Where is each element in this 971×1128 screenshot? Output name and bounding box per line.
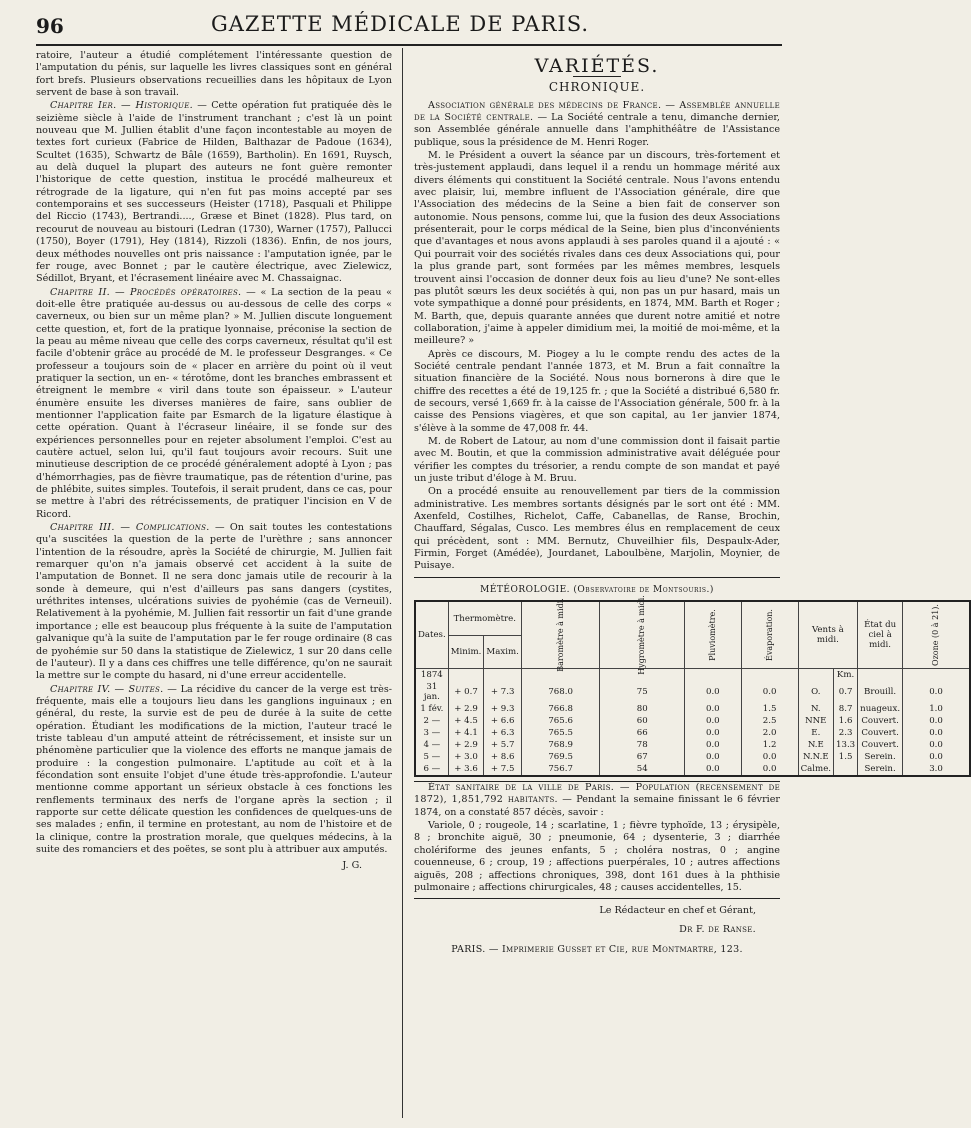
election-paragraph: On a procédé ensuite au renouvellement par tiers de la commission administrative. Les membres sortants désignés par le sort ont été : MM. Axenfeld, Costilhes, Richelot, Caffe, Cabanellas, de Ranse, Brochin, Chauffard, Ségalas, Cusco. Les membres élus en remplacement de ceux qui précèdent, sont : MM. Bernutz, Chuveilhier fils, Despaulx-Ader, Firmin, Forget (Amédée), Jourdanet, Laboulbène, Marjolin, Moynier, de Puisaye. [414, 486, 780, 572]
meteo-table-body [415, 669, 970, 777]
meteo-cell-baro: 765.6 [521, 715, 600, 727]
meteo-cell-ozone: 3.0 [903, 763, 970, 776]
meteo-cell-pluv: 0.0 [685, 715, 742, 727]
meteo-cell-ozone: 1.0 [903, 703, 970, 715]
meteo-cell-date: 6 — [415, 763, 448, 776]
chapter-1-paragraph [36, 100, 392, 285]
meteo-cell-km [834, 763, 858, 776]
column-divider [402, 48, 403, 1118]
meteo-cell-vent: O. [798, 681, 833, 703]
meteo-cell-date: 31 jan. [415, 681, 448, 703]
right-column [414, 50, 943, 1115]
etat-sanitaire-text: — Pendant la semaine finissant le 6 février 1874, on a constaté 857 décès, savoir : [414, 794, 780, 818]
meteo-cell-vent: Calme. [798, 763, 833, 776]
meteo-cell-ozone: 0.0 [903, 727, 970, 739]
header-barometre: Baromètre à midi. [521, 601, 600, 669]
header-evaporation: Évaporation. [741, 601, 798, 669]
meteo-cell-pluv: 0.0 [685, 703, 742, 715]
meteo-cell-hygro: 75 [600, 681, 685, 703]
meteo-cell-ozone: 0.0 [903, 739, 970, 751]
meteo-cell-baro: 766.8 [521, 703, 600, 715]
meteo-cell-evap: 0.0 [741, 763, 798, 776]
meteo-cell-ozone: 0.0 [903, 681, 970, 703]
chapter-3-heading: Chapitre III. — Complications. [50, 522, 210, 534]
meteo-cell-max: + 5.7 [484, 739, 521, 751]
year-row [415, 669, 970, 682]
chapter-2-paragraph [36, 287, 392, 522]
association-heading: Association générale des médecins de France. — Assemblée annuelle de la Société centrale. [414, 99, 780, 124]
commission-paragraph: M. de Robert de Latour, au nom d'une commission dont il faisait partie avec M. Boutin, et que la commission administrative avait déléguée pour vérifier les comptes du trésorier, a rendu compte de son mandat et payé un juste tribut d'éloge à M. Bruu. [414, 435, 780, 484]
subsection-title: CHRONIQUE. [548, 80, 646, 95]
meteo-cell-ciel: Serein. [858, 751, 903, 763]
meteo-cell-vent: E. [798, 727, 833, 739]
meteo-cell-min: + 3.0 [448, 751, 484, 763]
editor-line-2: Dr F. de Ranse. [679, 923, 756, 935]
meteo-cell-km: 1.6 [834, 715, 858, 727]
meteo-cell-ciel: Couvert. [858, 715, 903, 727]
header-maxim: Maxim. [484, 635, 521, 668]
meteo-cell-vent: N.N.E [798, 751, 833, 763]
meteo-row [415, 751, 970, 763]
etat-sanitaire-paragraph [414, 782, 780, 819]
chapter-1-text: — Cette opération fut pratiquée dès le seizième siècle à l'aide de l'instrument tranchant ; c'est là un point nouveau que M. Jullien établit d'une façon incontestable au moyen de textes fort curieux (Fabrice de Hilden, Balthazar de Padoue (1634), Scultet (1635), Schwartz de Bâle (1659), Bartholin). En 1691, Ruysch, au delà duquel la plupart des auteurs ne font guère remonter l'historique de cette question, institua le procédé malheureux et rétrograde de la ligature, qui n'en fut pas moins accepté par ses contemporains et ses successeurs (Heister (1718), Pasquali et Philippe del Riccio (1743), Bertrandi...., Græse et Binet (1828). Plus tard, on recourut de nouveau au bistouri (Ledran (1730), Warner (1757), Pallucci (1750), Boyer (1791), Hey (1814), Rizzoli (1836). Enfin, de nos jours, deux méthodes nouvelles ont pris naissance : l'amputation ignée, par le fer rouge, avec Bonnet ; par le cautère électrique, avec Zielewicz, Sédillot, Bryant, et l'écrasement linéaire avec M. Chassaignac. [36, 100, 392, 285]
header-rule [36, 44, 782, 46]
meteo-cell-km: 13.3 [834, 739, 858, 751]
meteo-cell-km: 8.7 [834, 703, 858, 715]
meteo-cell-min: + 2.9 [448, 703, 484, 715]
chapter-4-text: — La récidive du cancer de la verge est très-fréquente, mais elle a toujours lieu dans les ganglions inguinaux ; en général, du reste, la survie est de peu de durée à la suite de cette opération. Étudiant les modifications de la miction, l'auteur tracé le triste tableau d'un amputé atteint de rétrécissement, et insiste sur un phénomène particulier que la violence des efforts ne manque jamais de produire : la congestion pulmonaire. L'aptitude au coït et à la fécondation sont ensuite l'objet d'une étude très-approfondie. L'auteur mentionne comme apportant un sérieux obstacle à ces fonctions les renflements terminaux des nerfs de l'organe après la section ; il rapporte sur cette délicate question les confidences de quelques-uns de ses malades ; enfin, il termine en protestant, au nom de l'histoire et de la clinique, contre la prostration morale, que quelques médecins, à la suite des romanciers et des poëtes, se sont plu à attribuer aux amputés. [36, 683, 392, 855]
meteo-cell-pluv: 0.0 [685, 739, 742, 751]
journal-title: GAZETTE MÉDICALE DE PARIS. [210, 12, 590, 36]
meteo-cell-pluv: 0.0 [685, 681, 742, 703]
header-pluviometre: Pluviomètre. [685, 601, 742, 669]
meteo-cell-ciel: Couvert. [858, 727, 903, 739]
meteo-cell-min: + 4.5 [448, 715, 484, 727]
meteo-title: MÉTÉOROLOGIE. (Observatoire de Montsouris.) [480, 584, 714, 595]
header-vents: Vents à midi. [798, 601, 858, 669]
meteo-cell-max: + 6.6 [484, 715, 521, 727]
meteo-table [414, 595, 971, 777]
meteo-cell-min: + 2.9 [448, 739, 484, 751]
header-thermometre: Thermomètre. [448, 601, 521, 635]
meteo-cell-evap: 2.0 [741, 727, 798, 739]
meteo-cell-hygro: 54 [600, 763, 685, 776]
meteo-row [415, 739, 970, 751]
meteo-rule [414, 577, 780, 578]
meteo-cell-evap: 1.5 [741, 703, 798, 715]
section-title: VARIÉTÉS. [534, 55, 660, 77]
meteo-cell-vent: N. [798, 703, 833, 715]
meteo-cell-baro: 756.7 [521, 763, 600, 776]
year-cell: 1874 [415, 669, 448, 682]
meteo-cell-date: 1 fév. [415, 703, 448, 715]
deces-paragraph: Variole, 0 ; rougeole, 14 ; scarlatine, 1 ; fièvre typhoïde, 13 ; érysipèle, 8 ; bronchite aiguë, 30 ; pneumonie, 64 ; dysenterie, 3 ; diarrhée cholériforme des jeunes enfants, 5 ; choléra nostras, 0 ; angine couenneuse, 6 ; croup, 19 ; affections puerpérales, 10 ; autres affections aiguës, 208 ; affections chroniques, 398, dont 161 dues à la phthisie pulmonaire ; affections chirurgicales, 48 ; causes accidentelles, 15. [414, 820, 780, 893]
intro-paragraph: ratoire, l'auteur a étudié complétement l'intéressante question de l'amputation du pénis, sur laquelle les livres classiques sont en général fort brefs. Plusieurs observations recueillies dans les hôpitaux de Lyon servent de base à son travail. [36, 50, 392, 99]
meteo-cell-ciel: Couvert. [858, 739, 903, 751]
meteo-cell-baro: 769.5 [521, 751, 600, 763]
meteo-cell-date: 4 — [415, 739, 448, 751]
finances-paragraph: Après ce discours, M. Piogey a lu le compte rendu des actes de la Société centrale pendant l'année 1873, et M. Brun a fait connaître la situation financière de la Société. Nous nous bornerons à dire que le chiffre des recettes a été de 19,125 fr. ; que la Société a distribué 6,580 fr. de secours, versé 1,669 fr. à la caisse de l'Association générale, 500 fr. à la caisse des Pensions viagères, et que son capital, au 1er janvier 1874, s'élève à la somme de 47,008 fr. 44. [414, 348, 780, 434]
meteo-row [415, 703, 970, 715]
header-ozone: Ozone (0 à 21). [903, 601, 970, 669]
meteo-cell-min: + 3.6 [448, 763, 484, 776]
chapter-3-text: — On sait toutes les contestations qu'a suscitées la question de la perte de l'urèthre ; sans annoncer l'intention de la résoudre, après la Société de chirurgie, M. Jullien fait remarquer qu'on n'a jamais observé cet accident à la suite de l'amputation de Bonnet. Il ne sera donc jamais utile de recourir à la sonde à demeure, qui n'est d'ailleurs pas sans dangers (cystites, uréthrites intenses, ulcérations suivies de pyohémie (cas de Verneuil). Relativement à la pyohémie, M. Jullien fait ressortir un fait d'une grande importance ; elle est beaucoup plus fréquente à la suite de l'amputation galvanique qu'à la suite de l'amputation par le fer rouge ordinaire (8 cas de pyohémie sur 50 dans la statistique de Zielewicz, 1 sur 20 dans celle de l'auteur). Il y a dans ces chiffres une telle différence, qu'on ne saurait la mettre sur le compte du hasard, ni d'une erreur accidentelle. [36, 522, 392, 682]
header-hygrometre: Hygromètre à midi. [600, 601, 685, 669]
etat-sanitaire-heading: État sanitaire de la ville de Paris. — Population (recensement de 1872), 1,851,792 habitants. [414, 782, 780, 806]
meteo-cell-km: 0.7 [834, 681, 858, 703]
meteo-cell-baro: 768.0 [521, 681, 600, 703]
meteo-row [415, 715, 970, 727]
meteo-row [415, 681, 970, 703]
page-number: 96 [36, 14, 64, 38]
meteo-cell-ciel: Brouill. [858, 681, 903, 703]
meteo-cell-km: 1.5 [834, 751, 858, 763]
meteo-cell-date: 3 — [415, 727, 448, 739]
meteo-cell-date: 2 — [415, 715, 448, 727]
meteo-cell-baro: 765.5 [521, 727, 600, 739]
meteo-cell-max: + 9.3 [484, 703, 521, 715]
meteo-cell-km: 2.3 [834, 727, 858, 739]
chapter-3-paragraph [36, 522, 392, 682]
header-minim: Minim. [448, 635, 484, 668]
chapter-2-heading: Chapitre II. — Procédés opératoires. [50, 286, 242, 298]
association-text: — La Société centrale a tenu, dimanche dernier, son Assemblée générale annuelle dans l'amphithéâtre de l'Assistance publique, sous la présidence de M. Henri Roger. [414, 112, 780, 148]
meteo-cell-evap: 0.0 [741, 681, 798, 703]
meteo-cell-evap: 0.0 [741, 751, 798, 763]
meteo-cell-date: 5 — [415, 751, 448, 763]
meteo-cell-ozone: 0.0 [903, 751, 970, 763]
meteo-cell-hygro: 78 [600, 739, 685, 751]
chapter-4-paragraph [36, 684, 392, 857]
header-dates: Dates. [415, 601, 448, 669]
editor-line-1: Le Rédacteur en chef et Gérant, [599, 905, 756, 917]
meteo-cell-ciel: Serein. [858, 763, 903, 776]
meteo-cell-max: + 7.3 [484, 681, 521, 703]
page-header [0, 0, 800, 46]
meteo-cell-vent: NNE [798, 715, 833, 727]
meteo-cell-min: + 0.7 [448, 681, 484, 703]
meteo-cell-evap: 1.2 [741, 739, 798, 751]
header-etat-ciel: État du ciel à midi. [858, 601, 903, 669]
association-paragraph [414, 100, 780, 149]
printer-line: PARIS. — Imprimerie Gusset et Cie, rue Montmartre, 123. [451, 943, 743, 955]
meteo-cell-max: + 7.5 [484, 763, 521, 776]
meteo-cell-hygro: 67 [600, 751, 685, 763]
meteo-cell-hygro: 60 [600, 715, 685, 727]
meteo-cell-evap: 2.5 [741, 715, 798, 727]
meteo-cell-ozone: 0.0 [903, 715, 970, 727]
meteo-cell-hygro: 80 [600, 703, 685, 715]
meteo-cell-pluv: 0.0 [685, 727, 742, 739]
chapter-2-text: — « La section de la peau « doit-elle être pratiquée au-dessus ou au-dessous de celle des corps « caverneux, ou bien sur un même plan? » M. Jullien discute longuement cette question, et, fort de la pratique lyonnaise, préconise la section de la peau au même niveau que celle des corps caverneux, résultat qu'il est facile d'obtenir grâce au procédé de M. le professeur Desgranges. « Ce professeur a toujours soin de « placer en arrière du point où il veut pratiquer la section, un en- « térotôme, dont les branches embrassent et étreignent le membre « viril dans toute son épaisseur. » L'auteur énumère ensuite les diverses manières de faire, sans oublier de mentionner l'application faite par Esmarch de la ligature élastique à cette opération. Quant à l'écraseur linéaire, il se fonde sur des expériences personnelles pour en rejeter absolument l'emploi. C'est au cautère actuel, selon lui, qu'il faut toujours avoir recours. Suit une minutieuse description de ce procédé généralement adopté à Lyon ; pas d'hémorrhagies, pas de fièvre traumatique, pas de rétention d'urine, pas de phlébite, suites simples. Toutefois, il serait prudent, dans ce cas, pour se mettre à l'abri des rétrécissements, de pratiquer l'incision en V de Ricord. [36, 286, 393, 520]
article-signature: J. G. [342, 860, 362, 872]
meteo-row [415, 763, 970, 776]
editor-rule [414, 898, 780, 899]
president-speech-paragraph: M. le Président a ouvert la séance par un discours, très-fortement et très-justement applaudi, dans lequel il a rendu un hommage mérité aux divers éléments qui constituent la Société centrale. Nous l'avons entendu avec plaisir, lui, membre influent de l'Association générale, dire que l'Association des médecins de la Seine a bien fait de conserver son autonomie. Nous pensons, comme lui, que la fusion des deux Associations présenterait, pour le corps médical de la Seine, bien plus d'inconvénients que d'avantages et nous avons applaudi à ses paroles quand il a ajouté : « Qui pourrait voir des sociétés rivales dans ces deux Associations qui, pour la plus grande part, sont formées par les mêmes membres, lesquels trouvent ainsi l'occasion de donner deux fois au lieu d'une? Ne sont-elles pas plutôt sœurs les deux sociétés à qui, non pas un pur hasard, mais un vote sympathique a donné pour présidents, en 1874, MM. Barth et Roger ; M. Barth, que, depuis quarante années que durent notre amitié et notre collaboration, j'aime à appeler dimidium mei, la moitié de moi-même, et la meilleure? » [414, 150, 780, 347]
chapter-4-heading: Chapitre IV. — Suites. [50, 683, 164, 695]
meteo-cell-vent: N.E [798, 739, 833, 751]
km-unit-cell: Km. [834, 669, 858, 682]
meteo-cell-min: + 4.1 [448, 727, 484, 739]
meteo-row [415, 727, 970, 739]
meteo-cell-max: + 6.3 [484, 727, 521, 739]
meteo-cell-pluv: 0.0 [685, 751, 742, 763]
meteo-cell-max: + 8.6 [484, 751, 521, 763]
chapter-1-heading: Chapitre Ier. — Historique. [50, 100, 193, 112]
meteo-cell-pluv: 0.0 [685, 763, 742, 776]
meteo-cell-ciel: nuageux. [858, 703, 903, 715]
meteo-cell-baro: 768.9 [521, 739, 600, 751]
meteo-cell-hygro: 66 [600, 727, 685, 739]
left-column [36, 50, 392, 1115]
